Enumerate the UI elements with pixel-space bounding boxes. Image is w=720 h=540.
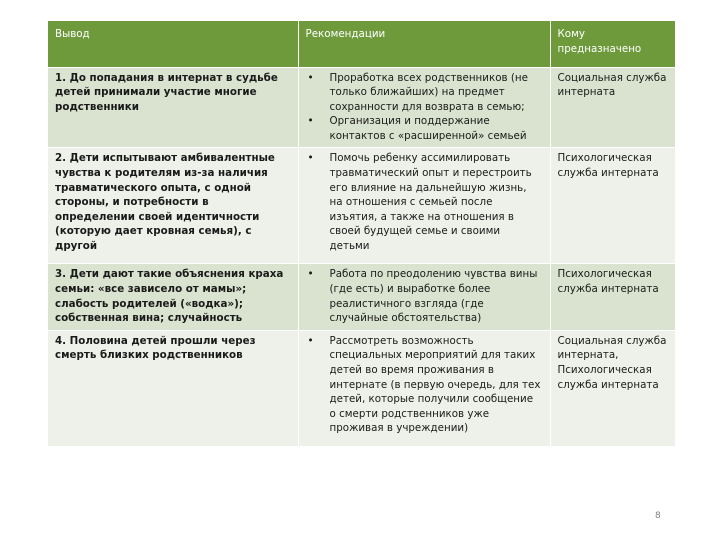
bullet-icon: • (307, 334, 314, 347)
recommendation-text: Проработка всех родственников (не только ближайших) на предмет сохранности для возврата в семью; (329, 71, 528, 113)
bullet-icon: • (307, 268, 314, 281)
table-row (48, 330, 675, 446)
recommendation-list (306, 334, 543, 436)
row-conclusion: 3. Дети дают такие объяснения краха семьи: «все зависело от мамы»; слабость родителей («водка»); собственная вина; случайность (48, 264, 298, 330)
recommendation-item (306, 151, 543, 253)
row-target: Социальная служба интерната, Психологическая служба интерната (550, 330, 675, 446)
recommendation-item (306, 267, 543, 325)
row-target: Психологическая служба интерната (550, 148, 675, 264)
header-recommendations: Рекомендации (298, 21, 550, 67)
recommendation-text: Помочь ребенку ассимилировать травматический опыт и перестроить его влияние на дальнейшую жизнь, на отношения с семьей после изъятия, а также на отношения в своей будущей семье и своими детьми (329, 152, 532, 253)
recommendations-table (48, 21, 675, 446)
bullet-icon: • (307, 115, 314, 128)
row-conclusion: 4. Половина детей прошли через смерть близких родственников (48, 330, 298, 446)
table-row (48, 264, 675, 330)
header-target: Кому предназначено (550, 21, 675, 67)
row-recommendations (298, 148, 550, 264)
row-recommendations (298, 67, 550, 148)
table-row (48, 67, 675, 148)
row-recommendations (298, 264, 550, 330)
recommendation-text: Работа по преодолению чувства вины (где есть) и выработке более реалистичного взгляда (где случайные обстоятельства) (329, 268, 538, 325)
row-conclusion: 2. Дети испытывают амбивалентные чувства к родителям из-за наличия травматического опыта, с одной стороны, и потребности в определении своей идентичности (которую дает кровная семья), с другой (48, 148, 298, 264)
recommendation-list (306, 267, 543, 325)
row-target: Психологическая служба интерната (550, 264, 675, 330)
recommendation-text: Организация и поддержание контактов с «расширенной» семьей (329, 115, 527, 142)
row-conclusion: 1. До попадания в интернат в судьбе детей принимали участие многие родственники (48, 67, 298, 148)
recommendation-item (306, 114, 543, 143)
bullet-icon: • (307, 152, 314, 165)
recommendation-item (306, 334, 543, 436)
recommendation-item (306, 71, 543, 115)
recommendation-list (306, 151, 543, 253)
recommendation-text: Рассмотреть возможность специальных мероприятий для таких детей во время проживания в интернате (в первую очередь, для тех детей, которые получили сообщение о смерти родственников уже проживая в учреждении) (329, 334, 541, 435)
page-number: 8 (655, 511, 661, 521)
table-header-row (48, 21, 675, 67)
recommendation-list (306, 71, 543, 144)
bullet-icon: • (307, 71, 314, 84)
header-conclusion: Вывод (48, 21, 298, 67)
row-recommendations (298, 330, 550, 446)
row-target: Социальная служба интерната (550, 67, 675, 148)
table-row (48, 148, 675, 264)
